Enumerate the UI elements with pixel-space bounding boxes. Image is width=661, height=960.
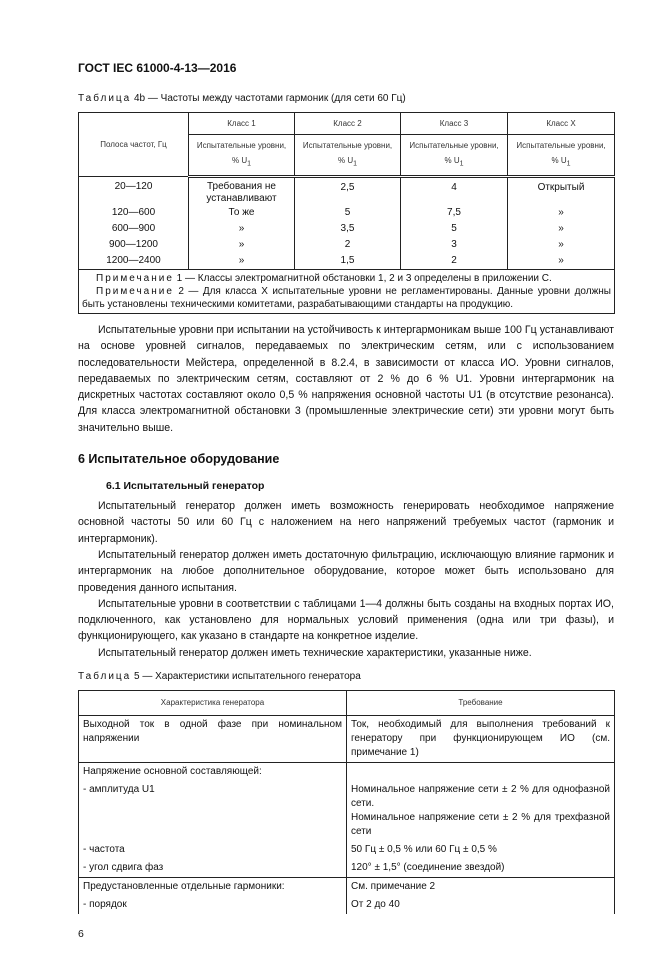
cell: 600—900 xyxy=(79,221,189,237)
cell: 3,5 xyxy=(295,221,401,237)
cell: Ток, необходимый для выполнения требований к генератору при функционирующем ИО (см. примечание 1) xyxy=(347,716,615,763)
caption-text: 5 — Характеристики испытательного генератора xyxy=(131,671,361,683)
page-number: 6 xyxy=(78,928,84,941)
cell: » xyxy=(189,221,295,237)
cell: От 2 до 40 xyxy=(347,896,615,914)
cell: » xyxy=(508,205,615,221)
class-header: Класс 2 xyxy=(295,113,401,135)
cell: 5 xyxy=(295,205,401,221)
note-2: Примечание 2 — Для класса X испытательные уровни не регламентированы. Данные уровни должны быть установлены техническими комитетами, разрабатывающими стандарты на продукцию. xyxy=(82,286,611,310)
cell: Требования не устанавливают xyxy=(189,177,295,206)
paragraph-text: Испытательные уровни при испытании на устойчивость к интергармоникам выше 100 Гц устанавливают на основе уровней сигналов, передаваемых по электрическим сетям, или с использованием последовательности Мейстера, определенной в 8.2.4, в зависимости от класса ИО. Уровни сигналов, передаваемых по электрическим сетям, составляют от 2 % до 6 % U1. Уровни интергармоник на дискретных частотах составляют около 0,5 % напряжения основной частоты U1 (в отсутствие резонанса). Для класса электромагнитной обстановки 3 (промышленные электрические сети) эти уровни могут быть значительно выше. xyxy=(78,324,614,434)
cell: - частота xyxy=(79,841,347,859)
cell: 120—600 xyxy=(79,205,189,221)
class-header: Класс 1 xyxy=(189,113,295,135)
cell: Выходной ток в одной фазе при номинальном напряжении xyxy=(79,716,347,763)
table-row xyxy=(79,878,615,897)
cell: 2 xyxy=(295,237,401,253)
level-header: Испытательные уровни, % $U_1$ xyxy=(401,135,508,177)
cell: См. примечание 2 xyxy=(347,878,615,897)
cell: Номинальное напряжение сети ± 2 % для однофазной сети. Номинальное напряжение сети ± 2 % для трехфазной сети xyxy=(347,781,615,841)
col-header: Требование xyxy=(347,691,615,716)
level-header: Испытательные уровни, % $U_1$ xyxy=(295,135,401,177)
table-5 xyxy=(78,690,615,914)
table-row xyxy=(79,781,615,841)
document-header: ГОСТ IEC 61000-4-13—2016 xyxy=(78,61,237,75)
class-header: Класс 3 xyxy=(401,113,508,135)
table-row xyxy=(79,253,615,270)
cell: 3 xyxy=(401,237,508,253)
cell: 900—1200 xyxy=(79,237,189,253)
table-5-caption xyxy=(78,671,614,682)
class-header: Класс X xyxy=(508,113,615,135)
section-6-1-body xyxy=(78,498,614,661)
table-4b xyxy=(78,112,615,314)
cell: 1200—2400 xyxy=(79,253,189,270)
note-1: Примечание 1 — Классы электромагнитной обстановки 1, 2 и 3 определены в приложении С. xyxy=(96,273,552,284)
cell: - амплитуда U1 xyxy=(79,781,347,841)
table-row xyxy=(79,859,615,878)
caption-text: 4b — Частоты между частотами гармоник (для сети 60 Гц) xyxy=(131,93,406,104)
table-row xyxy=(79,896,615,914)
cell: - порядок xyxy=(79,896,347,914)
cell: - угол сдвига фаз xyxy=(79,859,347,878)
table-row xyxy=(79,716,615,763)
band-header: Полоса частот, Гц xyxy=(79,113,189,177)
cell: Напряжение основной составляющей: xyxy=(79,763,347,782)
caption-word: Таблица xyxy=(78,671,132,683)
cell: » xyxy=(508,221,615,237)
cell: » xyxy=(189,253,295,270)
table-row xyxy=(79,763,615,782)
table-row xyxy=(79,221,615,237)
table-row xyxy=(79,177,615,206)
paragraph: Испытательный генератор должен иметь возможность генерировать необходимое напряжение основной частоты 50 или 60 Гц с наложением на него напряжений требуемых частот (гармоник и интергармоник). xyxy=(78,500,614,545)
cell: 20—120 xyxy=(79,177,189,206)
cell: 5 xyxy=(401,221,508,237)
cell: То же xyxy=(189,205,295,221)
caption-word: Таблица xyxy=(78,93,132,104)
cell: » xyxy=(508,237,615,253)
table-row xyxy=(79,237,615,253)
table-row xyxy=(79,205,615,221)
table-4b-caption xyxy=(78,93,614,104)
paragraph: Испытательный генератор должен иметь достаточную фильтрацию, исключающую влияние гармоник и интергармоник на любое дополнительное оборудование, которое может быть использовано для проведения данного испытания. xyxy=(78,548,614,594)
cell: Предустановленные отдельные гармоники: xyxy=(79,878,347,897)
cell: 4 xyxy=(401,177,508,206)
table-row xyxy=(79,841,615,859)
cell: 2 xyxy=(401,253,508,270)
cell: 1,5 xyxy=(295,253,401,270)
subsection-heading: 6.1 Испытательный генератор xyxy=(106,480,265,493)
paragraph-interharmonics xyxy=(78,322,614,436)
cell: » xyxy=(508,253,615,270)
col-header: Характеристика генератора xyxy=(79,691,347,716)
cell: 2,5 xyxy=(295,177,401,206)
level-header: Испытательные уровни, % $U_1$ xyxy=(508,135,615,177)
level-header: Испытательные уровни, % $U_1$ xyxy=(189,135,295,177)
cell: 7,5 xyxy=(401,205,508,221)
paragraph: Испытательные уровни в соответствии с таблицами 1—4 должны быть созданы на входных портах ИО, подключенного, как установлено для нормальных условий применения (одна или три фазы), и функционирующего, как указано в стандарте на конкретное изделие. xyxy=(78,597,614,643)
cell: 120° ± 1,5° (соединение звездой) xyxy=(347,859,615,878)
paragraph: Испытательный генератор должен иметь технические характеристики, указанные ниже. xyxy=(98,646,532,659)
cell xyxy=(347,763,615,782)
cell: 50 Гц ± 0,5 % или 60 Гц ± 0,5 % xyxy=(347,841,615,859)
cell: Открытый xyxy=(508,177,615,206)
table-notes xyxy=(79,270,615,314)
cell: » xyxy=(189,237,295,253)
section-heading: 6 Испытательное оборудование xyxy=(78,452,280,467)
